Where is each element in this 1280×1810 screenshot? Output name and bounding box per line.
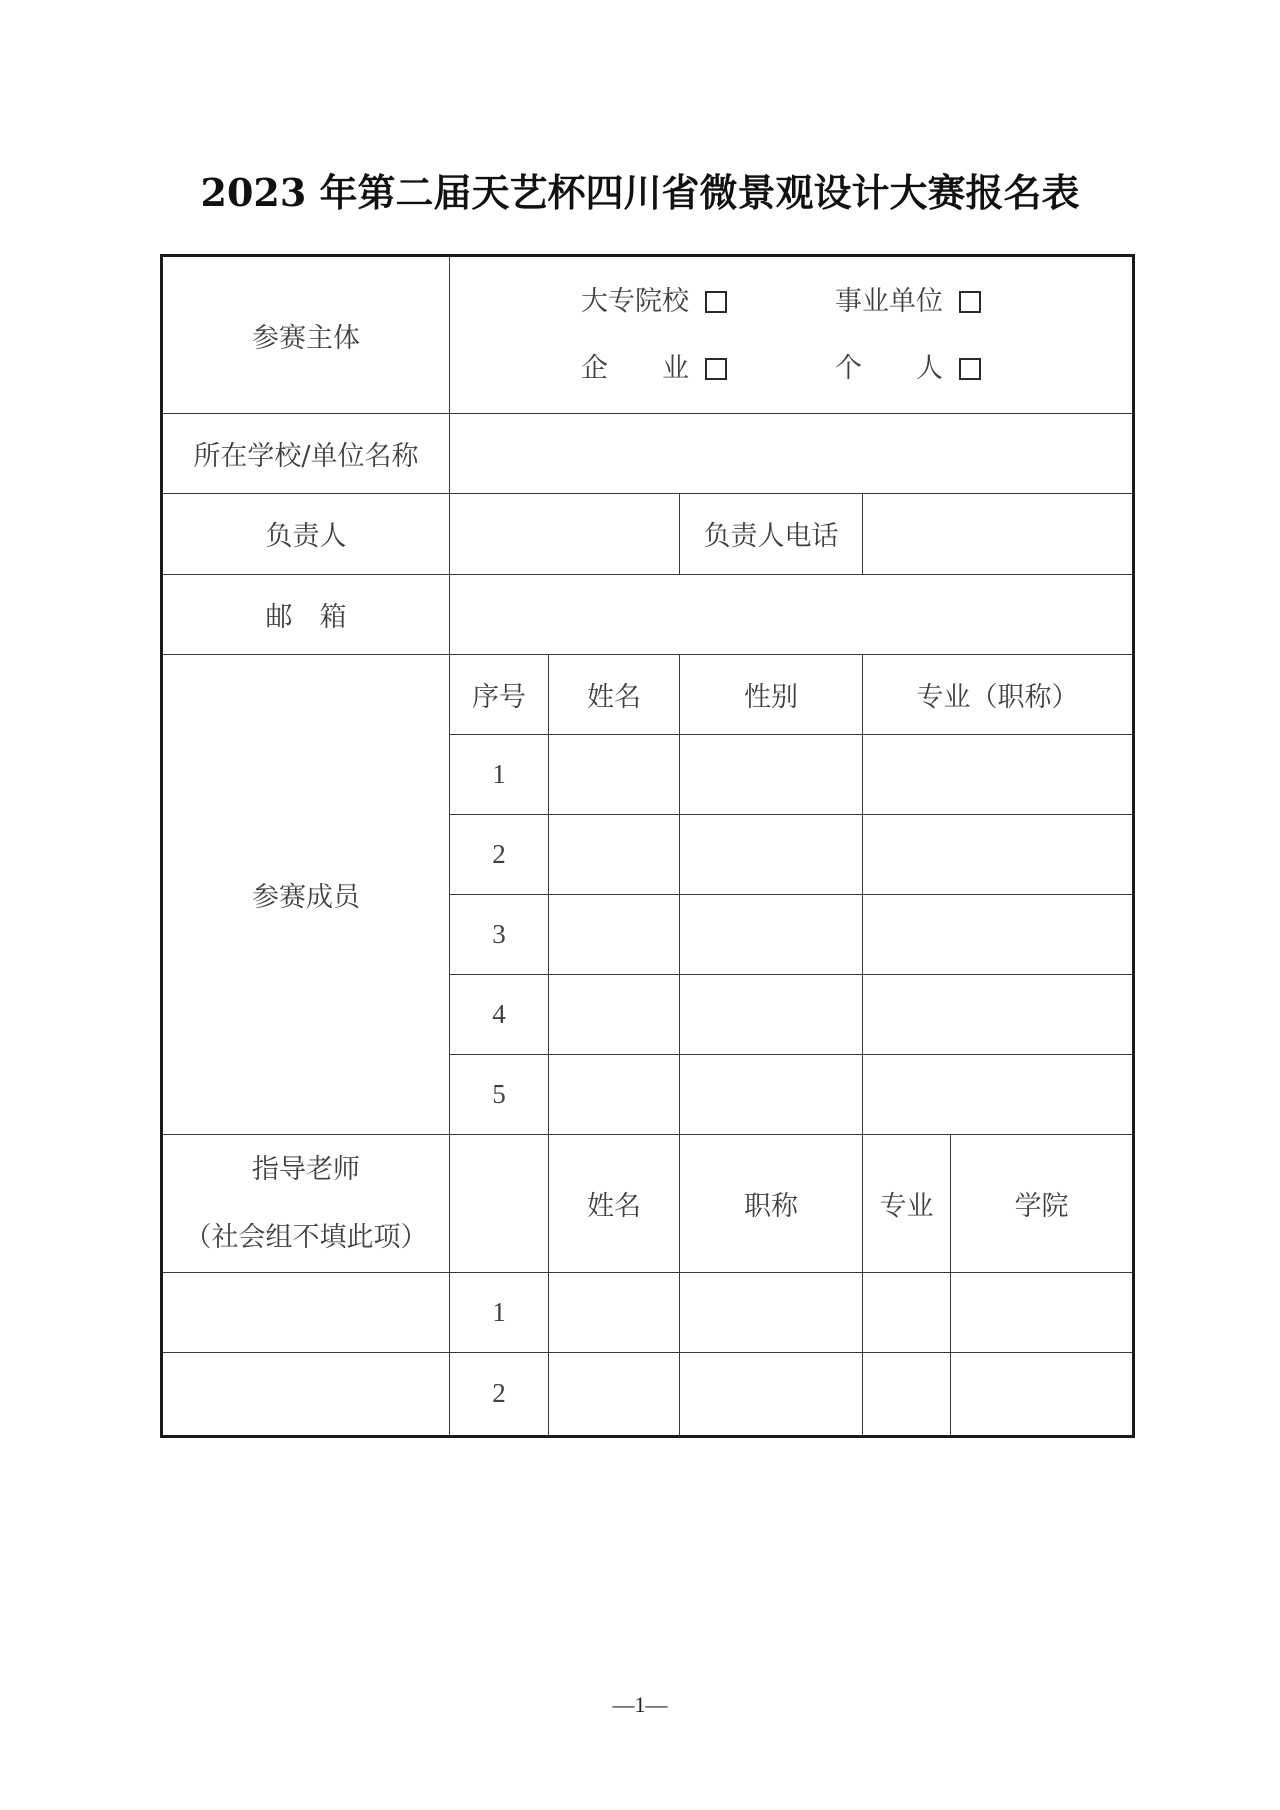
checkbox-icon[interactable] [959,291,981,313]
advisor-header-college: 学院 [951,1135,1134,1272]
advisor-header-name: 姓名 [549,1135,680,1272]
option-college-label: 大专院校 [581,286,689,318]
advisor-label [162,1135,450,1272]
email-label: 邮 箱 [162,574,450,654]
option-college[interactable] [581,268,835,335]
school-label: 所在学校/单位名称 [162,414,450,494]
advisor-header-blank [450,1135,549,1272]
members-label: 参赛成员 [162,654,450,1135]
advisor-college-field[interactable] [951,1352,1134,1436]
document-title: 2023 年第二届天艺杯四川省微景观设计大赛报名表 [200,170,1080,215]
page-number: —1— [612,1692,668,1717]
school-field[interactable] [450,414,1134,494]
leader-label: 负责人 [162,494,450,574]
advisor-major-field[interactable] [863,1272,951,1352]
advisor-index: 2 [450,1352,549,1436]
member-name-field[interactable] [549,814,680,894]
advisor-title-field[interactable] [680,1272,863,1352]
member-index: 1 [450,734,549,814]
entrant-type-row [162,256,1134,414]
advisor-row-blank [162,1272,450,1352]
entrant-type-options [450,256,1134,414]
member-name-field[interactable] [549,895,680,975]
registration-form-table [160,254,1135,1438]
checkbox-icon[interactable] [705,358,727,380]
leader-phone-label: 负责人电话 [680,494,863,574]
member-name-field[interactable] [549,1055,680,1135]
member-gender-field[interactable] [680,975,863,1055]
leader-phone-field[interactable] [863,494,1134,574]
advisor-row-blank [162,1352,450,1436]
leader-field[interactable] [450,494,680,574]
member-name-field[interactable] [549,975,680,1055]
advisor-name-field[interactable] [549,1272,680,1352]
members-header-index: 序号 [450,654,549,734]
member-major-field[interactable] [863,975,1134,1055]
advisor-header-title: 职称 [680,1135,863,1272]
member-index: 3 [450,895,549,975]
member-index: 5 [450,1055,549,1135]
advisor-name-field[interactable] [549,1352,680,1436]
member-major-field[interactable] [863,734,1134,814]
member-gender-field[interactable] [680,1055,863,1135]
school-row [162,414,1134,494]
member-gender-field[interactable] [680,895,863,975]
member-gender-field[interactable] [680,814,863,894]
option-individual[interactable] [835,335,1089,402]
advisor-row [162,1352,1134,1436]
advisor-title-field[interactable] [680,1352,863,1436]
member-major-field[interactable] [863,895,1134,975]
advisor-header-row [162,1135,1134,1272]
members-header-major: 专业（职称） [863,654,1134,734]
members-header-gender: 性别 [680,654,863,734]
advisor-header-major: 专业 [863,1135,951,1272]
checkbox-icon[interactable] [705,291,727,313]
advisor-index: 1 [450,1272,549,1352]
entrant-type-label: 参赛主体 [162,256,450,414]
option-public-institution[interactable] [835,268,1089,335]
advisor-college-field[interactable] [951,1272,1134,1352]
advisor-row [162,1272,1134,1352]
member-gender-field[interactable] [680,734,863,814]
member-name-field[interactable] [549,734,680,814]
option-enterprise-label: 企 业 [581,353,689,385]
advisor-label-line1: 指导老师 [252,1153,360,1185]
checkbox-icon[interactable] [959,358,981,380]
members-header-row [162,654,1134,734]
member-index: 4 [450,975,549,1055]
advisor-label-line2: （社会组不填此项） [184,1221,428,1253]
member-major-field[interactable] [863,1055,1134,1135]
option-enterprise[interactable] [581,335,835,402]
member-major-field[interactable] [863,814,1134,894]
email-field[interactable] [450,574,1134,654]
option-individual-label: 个 人 [835,353,943,385]
leader-row [162,494,1134,574]
member-index: 2 [450,814,549,894]
option-public-institution-label: 事业单位 [835,286,943,318]
email-row [162,574,1134,654]
advisor-major-field[interactable] [863,1352,951,1436]
members-header-name: 姓名 [549,654,680,734]
